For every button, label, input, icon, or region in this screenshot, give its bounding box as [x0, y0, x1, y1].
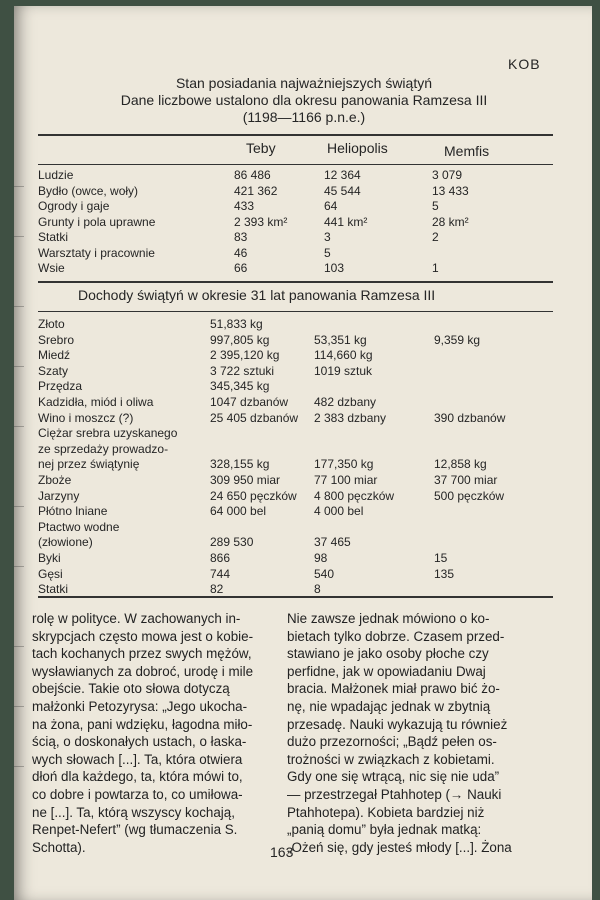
row-label: Ogrody i gaje [38, 199, 110, 213]
cell-teby: 3 722 sztuki [210, 363, 275, 378]
cell-memfis: 5 [432, 199, 439, 213]
cell-teby: 2 393 km² [234, 214, 288, 229]
section-header: KOB [508, 56, 541, 72]
row-label: Ludzie [38, 168, 74, 182]
column-header-heliopolis: Heliopolis [327, 140, 388, 156]
cell-heliopolis: 114,660 kg [314, 348, 373, 363]
row-label: Statki [38, 230, 69, 244]
cell-heliopolis: 37 465 [314, 535, 351, 550]
cell-heliopolis: 441 km² [324, 214, 368, 229]
row-label: nej przez świątynię [38, 457, 140, 472]
cell-teby: 997,805 kg [210, 332, 270, 347]
cell-teby: 866 [210, 551, 231, 565]
text-line: małżonki Petozyrysa: „Jego ukocha- [32, 698, 248, 714]
text-line: dłoń dla każdego, ta, która mówi to, [32, 769, 243, 785]
cell-memfis: 135 [434, 566, 455, 581]
text-line: „Ożeń się, gdy jesteś młody [...]. Żona [287, 839, 512, 855]
cell-memfis: 500 pęczków [434, 488, 505, 503]
cell-teby: 66 [234, 261, 248, 275]
cell-teby: 309 950 miar [210, 473, 281, 487]
cell-memfis: 9,359 kg [434, 332, 481, 347]
text-line: Ptahhotepa). Kobieta bardziej niż [287, 804, 485, 820]
cell-heliopolis: 1019 sztuk [314, 363, 373, 378]
cell-memfis: 2 [432, 230, 439, 244]
cell-heliopolis: 98 [314, 551, 328, 565]
text-line: nę, nie wpadając jednak w zbytnią [287, 698, 491, 714]
table1-title-line3: (1198—1166 p.n.e.) [242, 109, 366, 125]
text-line: wysławianych za dobroć, urodę i mile [32, 663, 254, 679]
row-label: Wsie [38, 261, 65, 275]
cell-teby: 51,833 kg [210, 317, 263, 331]
text-line: Renpet-Nefert” (wg tłumaczenia S. [32, 822, 238, 838]
column-header-memfis: Memfis [444, 143, 490, 159]
cell-teby: 2 395,120 kg [210, 348, 280, 363]
row-label: Gęsi [38, 566, 63, 581]
text-line: rolę w polityce. W zachowanych in- [32, 611, 241, 626]
cell-teby: 421 362 [234, 183, 278, 198]
cell-teby: 86 486 [234, 168, 271, 182]
row-label: (złowione) [38, 535, 93, 550]
table1-top-rule [38, 134, 553, 136]
row-label: Bydło (owce, woły) [38, 183, 139, 198]
row-label: Grunty i pola uprawne [38, 214, 156, 229]
text-line: perfidne, jak w opowiadaniu Dwaj [287, 663, 486, 679]
cell-teby: 328,155 kg [210, 457, 270, 472]
table2-title: Dochody świątyń w okresie 31 lat panowania Ramzesa III [78, 287, 436, 303]
table1-header-rule [38, 164, 553, 165]
cell-teby: 64 000 bel [210, 504, 267, 519]
cell-heliopolis: 5 [324, 245, 331, 260]
cell-heliopolis: 77 100 miar [314, 473, 378, 487]
text-line: bracia. Małżonek miał prawo bić żo- [287, 681, 500, 697]
cell-teby: 24 650 pęczków [210, 488, 297, 503]
cell-teby: 25 405 dzbanów [210, 410, 299, 425]
cell-heliopolis: 540 [314, 566, 335, 581]
cell-heliopolis: 4 000 bel [314, 504, 364, 519]
cell-heliopolis: 177,350 kg [314, 457, 374, 472]
table2-header-rule [38, 311, 553, 312]
row-label: Ciężar srebra uzyskanego [38, 426, 178, 441]
book-page [14, 6, 592, 900]
cell-heliopolis: 482 dzbany [314, 395, 377, 409]
text-line: dużo przezorności; „Bądź pełen os- [287, 734, 497, 750]
row-label: Srebro [38, 332, 75, 347]
text-line: stawiano je jako osoby płoche czy [287, 646, 489, 662]
cell-heliopolis: 4 800 pęczków [314, 488, 395, 503]
table1-title-line2: Dane liczbowe ustalono dla okresu panowania Ramzesa III [120, 92, 488, 108]
row-label: Płótno lniane [38, 504, 108, 519]
row-label: Wino i moszcz (?) [38, 410, 134, 425]
cell-teby: 83 [234, 230, 248, 244]
text-line: „panią domu” była jednak matką: [287, 822, 482, 838]
text-line: Schotta). [32, 839, 86, 855]
text-line: bietach tylko dobrze. Czasem przed- [287, 628, 505, 644]
row-label: Byki [38, 551, 61, 565]
cell-memfis: 37 700 miar [434, 473, 498, 487]
row-label: Statki [38, 582, 69, 597]
cell-memfis: 13 433 [432, 183, 469, 198]
column-header-teby: Teby [246, 140, 276, 156]
cell-memfis: 12,858 kg [434, 457, 487, 472]
cell-heliopolis: 45 544 [324, 183, 361, 198]
row-label: Złoto [38, 317, 65, 331]
text-line: obejście. Takie oto słowa dotyczą [32, 681, 230, 697]
cell-heliopolis: 103 [324, 261, 345, 275]
cell-teby: 1047 dzbanów [210, 395, 289, 409]
cell-heliopolis: 64 [324, 199, 338, 213]
row-label: Kadzidła, miód i oliwa [38, 395, 154, 409]
row-label: Szaty [38, 363, 69, 378]
text-line: wych słowach [...]. Ta, która otwiera [32, 751, 243, 767]
page-number: 163 [270, 844, 294, 860]
cell-memfis: 3 079 [432, 168, 463, 182]
cell-memfis: 390 dzbanów [434, 410, 506, 425]
cell-heliopolis: 8 [314, 582, 321, 597]
cell-teby: 289 530 [210, 535, 254, 550]
cell-heliopolis: 12 364 [324, 168, 361, 182]
cell-memfis: 15 [434, 551, 448, 565]
table2-bottom-rule [38, 596, 553, 598]
cell-heliopolis: 3 [324, 230, 331, 244]
row-label: Ptactwo wodne [38, 519, 120, 534]
table1-title-line1: Stan posiadania najważniejszych świątyń [175, 75, 433, 91]
table2-top-rule [38, 281, 553, 283]
row-label: Miedź [38, 348, 71, 363]
text-line: skrypcjach często mowa jest o kobie- [32, 628, 254, 644]
cell-teby: 433 [234, 199, 255, 213]
cell-teby: 345,345 kg [210, 379, 270, 394]
cell-memfis: 28 km² [432, 214, 469, 229]
cell-memfis: 1 [432, 261, 439, 275]
text-line: tach kochanych przez swych mężów, [32, 646, 252, 662]
cell-heliopolis: 53,351 kg [314, 332, 367, 347]
text-line: ścią, o doskonałych ustach, o łaska- [32, 734, 247, 750]
text-line: — przestrzegał Ptahhotep (→ Nauki [287, 786, 502, 802]
text-line: ne [...]. Ta, którą wszyscy kochają, [32, 804, 235, 820]
cell-teby: 46 [234, 245, 248, 260]
row-label: Zboże [38, 473, 72, 487]
cell-heliopolis: 2 383 dzbany [314, 410, 387, 425]
body-right-column [287, 610, 512, 856]
text-line: Gdy one się wtrącą, nic się nie uda” [287, 769, 500, 785]
text-line: trożności w związkach z kobietami. [287, 751, 495, 767]
text-line: przesadę. Nauki wykazują tu również [287, 716, 508, 732]
row-label: Warsztaty i pracownie [38, 245, 155, 260]
row-label: Jarzyny [38, 488, 80, 503]
body-left-column [32, 610, 253, 856]
text-line: Nie zawsze jednak mówiono o ko- [287, 611, 490, 626]
text-line: co dobre i powtarza to, co umiłowa- [32, 786, 243, 802]
row-label: ze sprzedaży prowadzo- [38, 441, 169, 456]
row-label: Przędza [38, 379, 83, 394]
cell-teby: 82 [210, 582, 224, 597]
text-line: na żona, pani wdzięku, łagodna miło- [32, 716, 253, 732]
cell-teby: 744 [210, 566, 231, 581]
